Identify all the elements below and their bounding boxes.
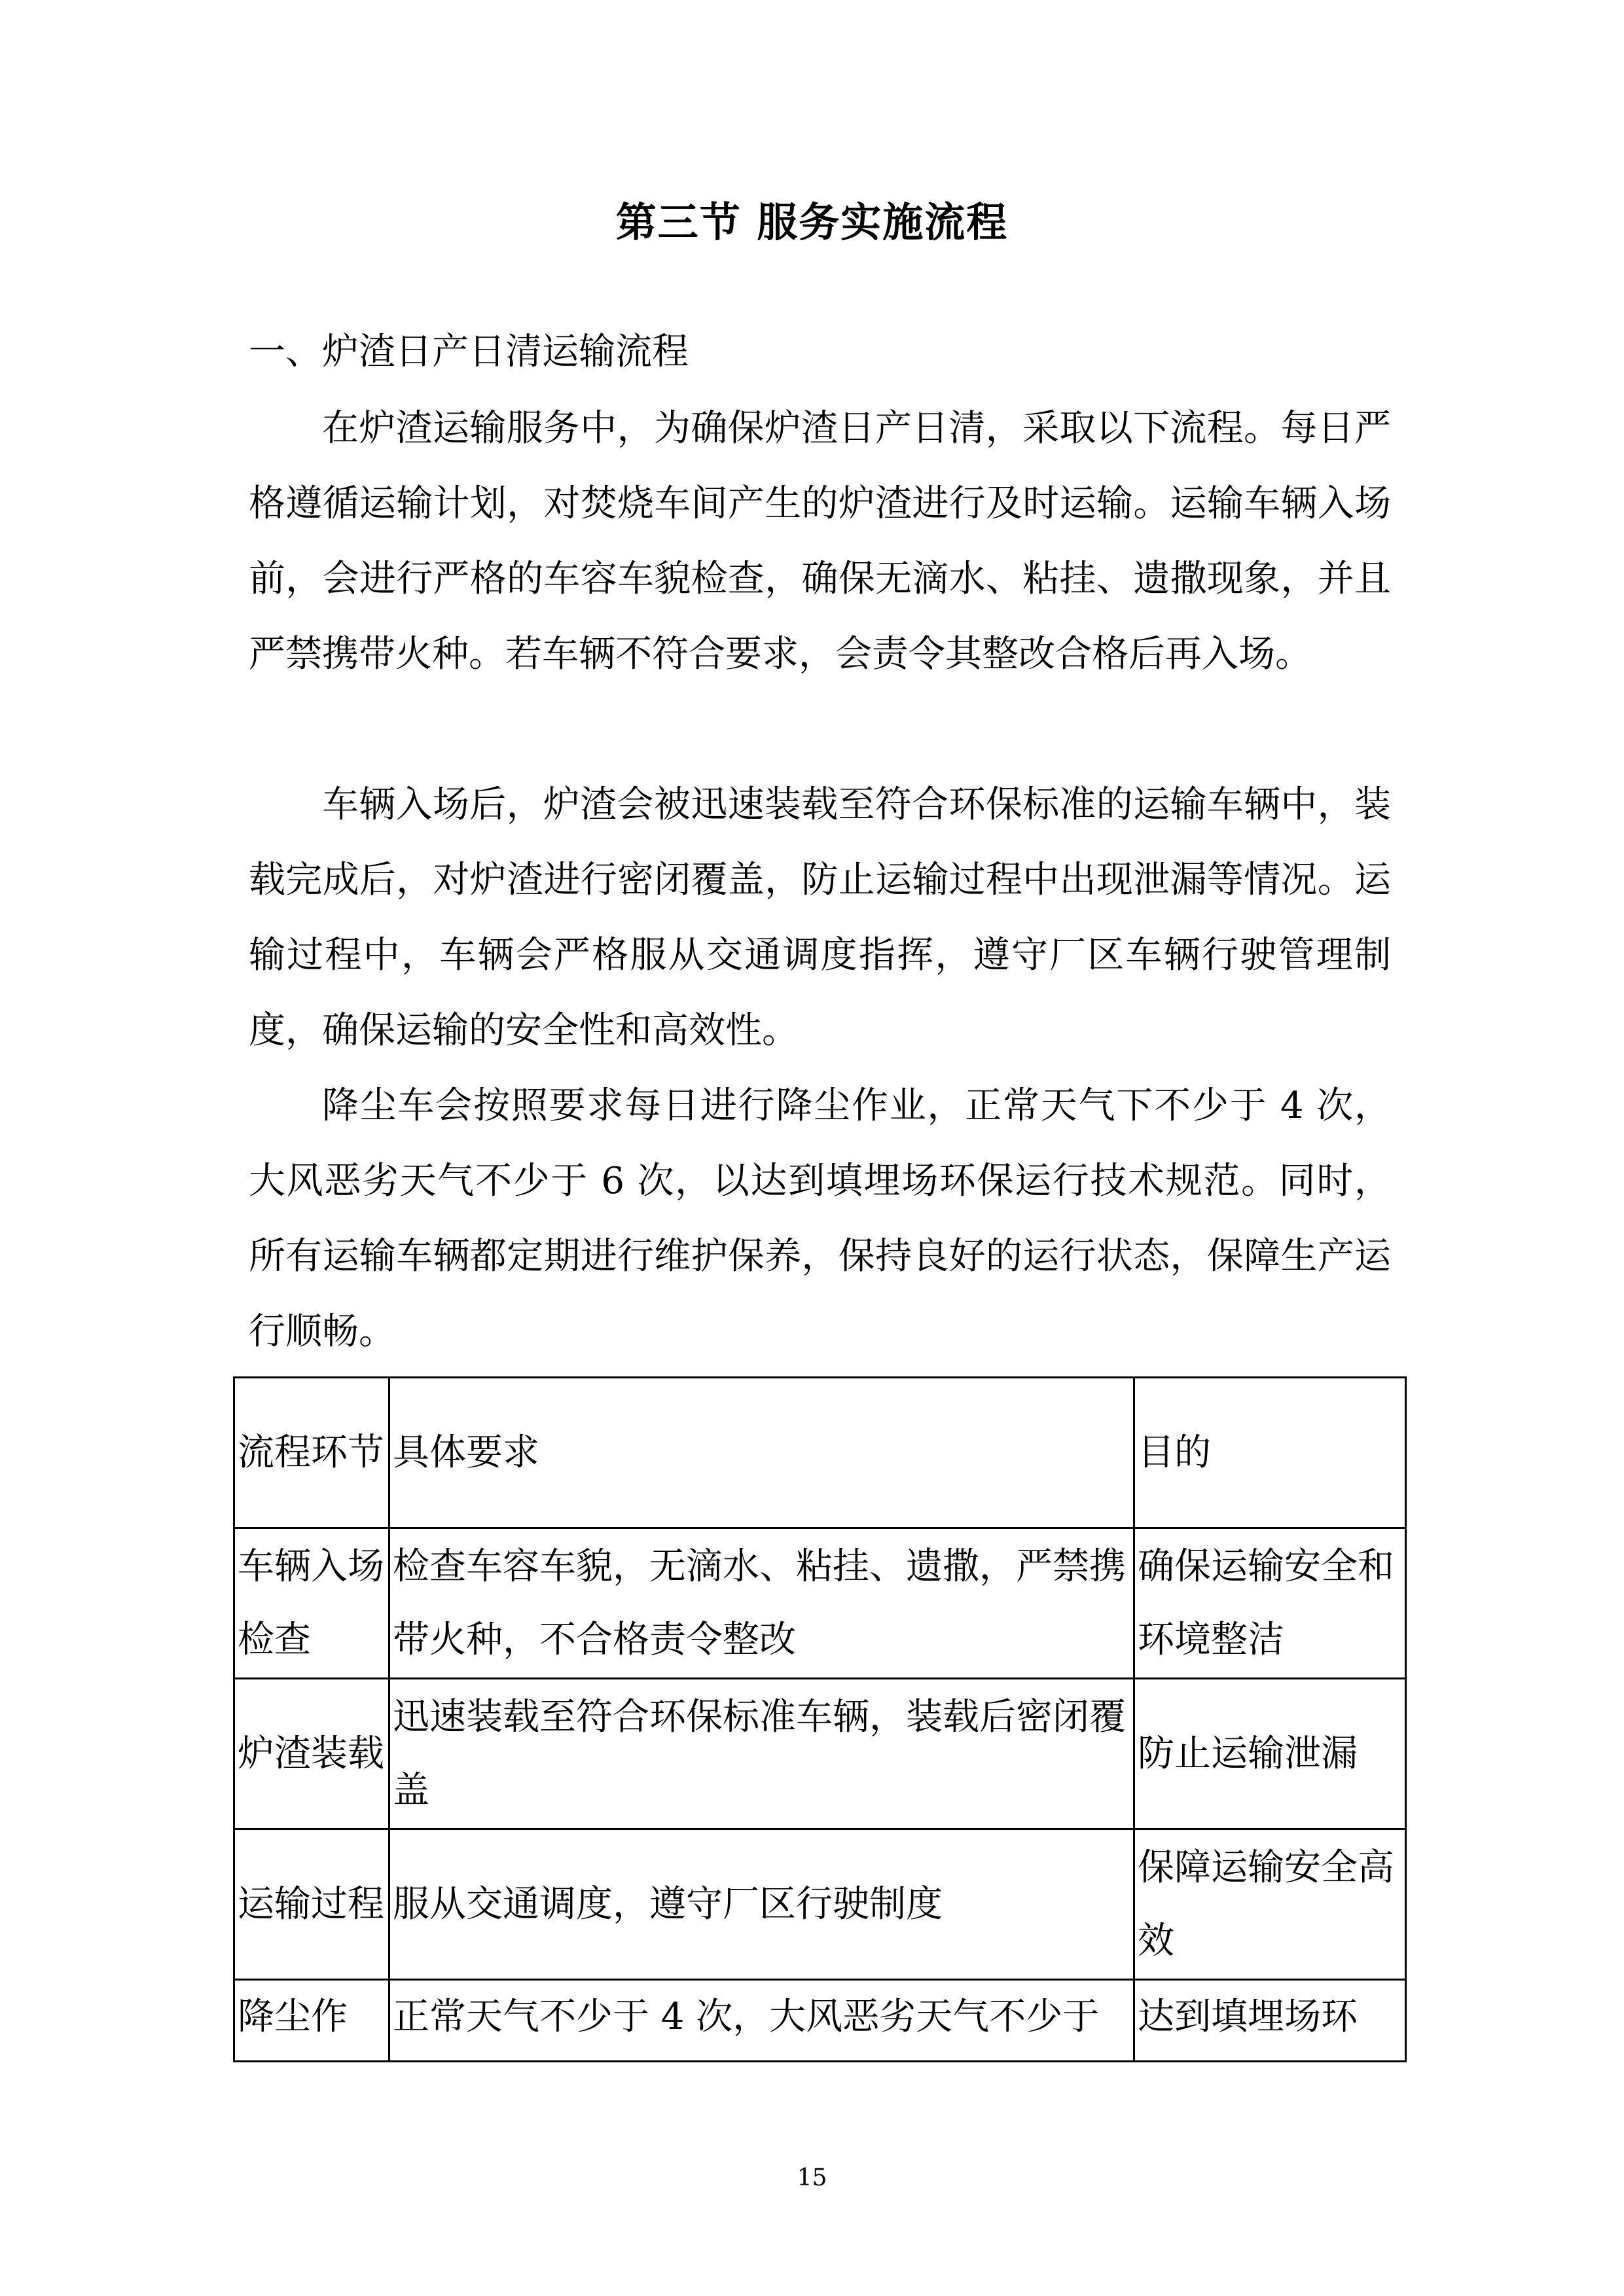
table-cell: 达到填埋场环 [1134, 1980, 1406, 2062]
table-cell: 炉渣装载 [234, 1679, 389, 1829]
table-cell: 车辆入场检查 [234, 1528, 389, 1679]
table-header-cell: 流程环节 [234, 1378, 389, 1528]
paragraph: 降尘车会按照要求每日进行降尘作业，正常天气下不少于 4 次，大风恶劣天气不少于 6 次，以达到填埋场环保运行技术规范。同时，所有运输车辆都定期进行维护保养，保持良好的运行状态，保障生产运行顺畅。 [249, 1085, 1391, 1353]
table-cell: 检查车容车貌，无滴水、粘挂、遗撒，严禁携带火种，不合格责令整改 [389, 1528, 1134, 1679]
table-cell: 正常天气不少于 4 次，大风恶劣天气不少于 [389, 1980, 1134, 2062]
table-cell: 运输过程 [234, 1829, 389, 1980]
table-cell: 服从交通调度，遵守厂区行驶制度 [389, 1829, 1134, 1980]
table-row [234, 1528, 1406, 1679]
table-cell: 迅速装载至符合环保标准车辆，装载后密闭覆盖 [389, 1679, 1134, 1829]
table-header-cell: 具体要求 [389, 1378, 1134, 1528]
table-header-row [234, 1378, 1406, 1528]
paragraph: 车辆入场后，炉渣会被迅速装载至符合环保标准的运输车辆中，装载完成后，对炉渣进行密闭覆盖，防止运输过程中出现泄漏等情况。运输过程中，车辆会严格服从交通调度指挥，遵守厂区车辆行驶管理制度，确保运输的安全性和高效性。 [249, 783, 1391, 1052]
paragraph: 在炉渣运输服务中，为确保炉渣日产日清，采取以下流程。每日严格遵循运输计划，对焚烧车间产生的炉渣进行及时运输。运输车辆入场前，会进行严格的车容车貌检查，确保无滴水、粘挂、遗撒现象，并且严禁携带火种。若车辆不符合要求，会责令其整改合格后再入场。 [249, 407, 1391, 675]
table-row [234, 1829, 1406, 1980]
table-cell: 保障运输安全高效 [1134, 1829, 1406, 1980]
page-number: 15 [797, 2164, 827, 2191]
page-title: 第三节 服务实施流程 [615, 198, 1009, 246]
table-cell: 防止运输泄漏 [1134, 1679, 1406, 1829]
table-cell: 降尘作 [234, 1980, 389, 2062]
table-row [234, 1980, 1406, 2062]
table-row [234, 1679, 1406, 1829]
section-heading: 一、炉渣日产日清运输流程 [249, 331, 689, 373]
table-header-cell: 目的 [1134, 1378, 1406, 1528]
table-cell: 确保运输安全和环境整洁 [1134, 1528, 1406, 1679]
process-table [233, 1376, 1407, 2062]
